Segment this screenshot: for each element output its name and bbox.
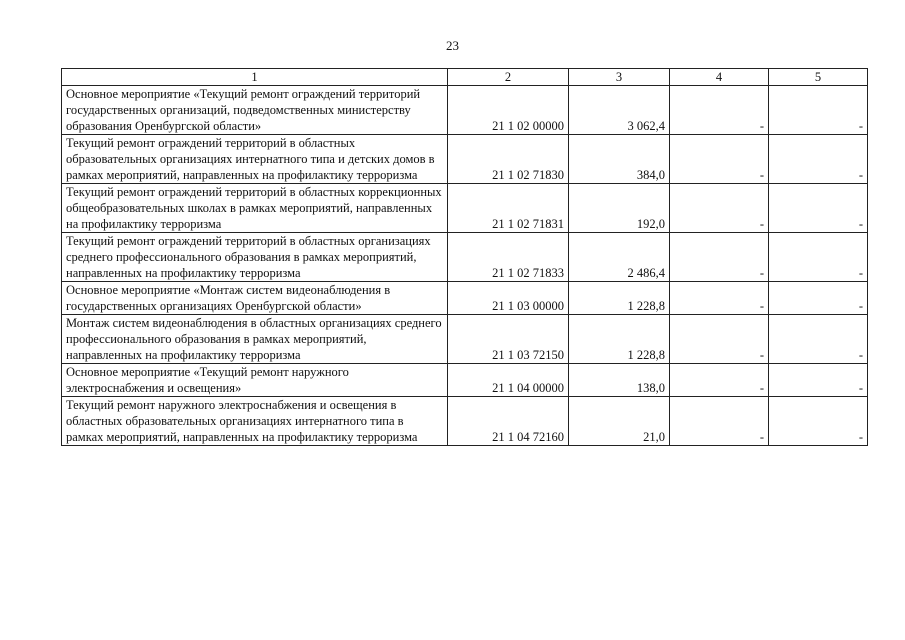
row-amount: 192,0 [569,184,670,233]
row-amount: 1 228,8 [569,282,670,315]
header-col-4: 4 [670,69,769,86]
row-col5: - [769,282,868,315]
row-amount: 138,0 [569,364,670,397]
table-row [62,282,868,315]
header-col-5: 5 [769,69,868,86]
table-row [62,233,868,282]
row-description: Текущий ремонт ограждений территорий в областных коррекционных общеобразовательных школах в рамках мероприятий, направленных на профилактику терроризма [62,184,448,233]
row-col5: - [769,315,868,364]
row-col4: - [670,135,769,184]
row-col4: - [670,364,769,397]
row-description: Основное мероприятие «Монтаж систем видеонаблюдения в государственных организациях Оренбургской области» [62,282,448,315]
row-description: Текущий ремонт ограждений территорий в областных организациях среднего профессионального образования в рамках мероприятий, направленных на профилактику терроризма [62,233,448,282]
row-col4: - [670,233,769,282]
header-row [62,69,868,86]
row-amount: 1 228,8 [569,315,670,364]
header-col-2: 2 [448,69,569,86]
row-amount: 384,0 [569,135,670,184]
row-col5: - [769,184,868,233]
table-row [62,184,868,233]
row-code: 21 1 03 72150 [448,315,569,364]
row-code: 21 1 02 71831 [448,184,569,233]
row-description: Текущий ремонт ограждений территорий в областных образовательных организациях интернатного типа и детских домов в рамках мероприятий, направленных на профилактику терроризма [62,135,448,184]
row-col5: - [769,135,868,184]
row-code: 21 1 04 00000 [448,364,569,397]
row-col4: - [670,397,769,446]
row-description: Основное мероприятие «Текущий ремонт наружного электроснабжения и освещения» [62,364,448,397]
row-col4: - [670,86,769,135]
table-row [62,86,868,135]
row-col4: - [670,282,769,315]
row-col5: - [769,233,868,282]
row-amount: 2 486,4 [569,233,670,282]
row-description: Текущий ремонт наружного электроснабжения и освещения в областных образовательных организациях интернатного типа в рамках мероприятий, направленных на профилактику терроризма [62,397,448,446]
row-code: 21 1 02 71833 [448,233,569,282]
row-code: 21 1 02 71830 [448,135,569,184]
table-row [62,135,868,184]
row-code: 21 1 02 00000 [448,86,569,135]
page-number: 23 [446,38,459,53]
table-row [62,315,868,364]
table-row [62,364,868,397]
row-description: Основное мероприятие «Текущий ремонт ограждений территорий государственных организаций, подведомственных министерству образования Оренбургской области» [62,86,448,135]
budget-table [61,68,868,446]
row-code: 21 1 04 72160 [448,397,569,446]
header-col-3: 3 [569,69,670,86]
row-col5: - [769,397,868,446]
row-amount: 3 062,4 [569,86,670,135]
row-col5: - [769,364,868,397]
row-col4: - [670,315,769,364]
table-row [62,397,868,446]
header-col-1: 1 [62,69,448,86]
row-col4: - [670,184,769,233]
row-code: 21 1 03 00000 [448,282,569,315]
row-col5: - [769,86,868,135]
row-description: Монтаж систем видеонаблюдения в областных организациях среднего профессионального образования в рамках мероприятий, направленных на профилактику терроризма [62,315,448,364]
row-amount: 21,0 [569,397,670,446]
